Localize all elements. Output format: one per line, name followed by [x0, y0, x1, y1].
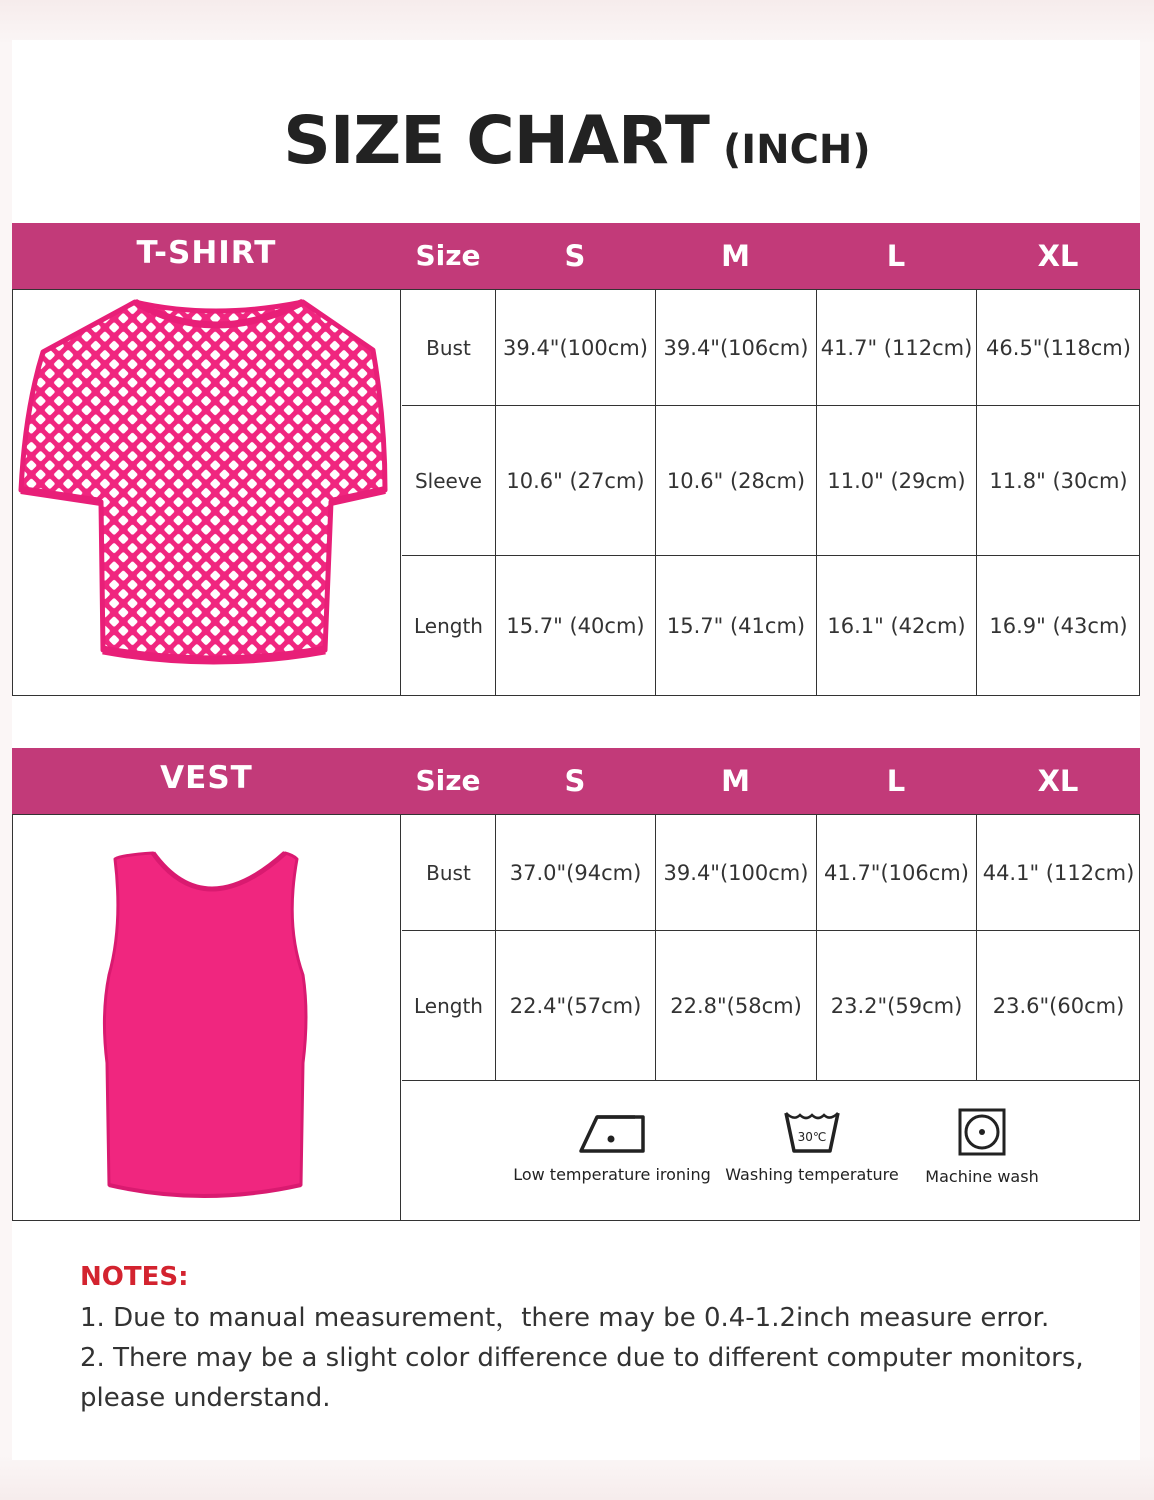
- table-cell: 10.6" (27cm): [496, 406, 656, 555]
- table-row: [402, 406, 1140, 556]
- care-washing-temperature: [722, 1109, 902, 1184]
- tshirt-image-cell: [13, 290, 401, 695]
- tshirt-section: [12, 223, 1140, 696]
- vest-header-row: [12, 748, 1140, 814]
- notes-heading: NOTES:: [80, 1262, 189, 1292]
- table-cell: 11.8" (30cm): [989, 468, 1128, 493]
- care-machine-wash-label: Machine wash: [925, 1167, 1039, 1186]
- wash-temp-text: 30℃: [797, 1130, 827, 1144]
- note-item: 1. Due to manual measurement，there may be 0.4-1.2inch measure error.: [80, 1303, 1050, 1333]
- table-row: [402, 815, 1140, 931]
- care-instructions: [402, 1081, 1140, 1220]
- tank-top-image: [13, 815, 401, 1220]
- iron-icon: [577, 1109, 647, 1155]
- care-ironing: [502, 1109, 722, 1184]
- table-cell: 11.0" (29cm): [817, 406, 977, 555]
- vest-product-name: VEST: [160, 760, 253, 796]
- table-cell: 23.2"(59cm): [817, 931, 977, 1080]
- table-cell: 46.5"(118cm): [986, 335, 1131, 360]
- table-cell: 41.7" (112cm): [817, 290, 977, 405]
- note-item: 2. There may be a slight color difference due to different computer monitors, please understand.: [80, 1343, 1084, 1413]
- size-xl-header: XL: [1037, 239, 1079, 273]
- table-cell: 16.9" (43cm): [989, 613, 1128, 638]
- table-row: [402, 556, 1140, 695]
- table-cell: 22.4"(57cm): [496, 931, 656, 1080]
- tshirt-header-row: [12, 223, 1140, 289]
- row-label: Length: [402, 931, 496, 1080]
- row-label: Bust: [402, 815, 496, 930]
- size-s-header: S: [564, 764, 586, 798]
- table-cell: 44.1" (112cm): [982, 860, 1135, 885]
- table-row: [402, 290, 1140, 406]
- table-cell: 16.1" (42cm): [817, 556, 977, 695]
- title-unit: (INCH): [722, 127, 871, 173]
- size-column-header: Size: [415, 764, 481, 797]
- size-s-header: S: [564, 239, 586, 273]
- care-ironing-label: Low temperature ironing: [513, 1165, 711, 1184]
- wash-tub-icon: [782, 1109, 842, 1155]
- vest-section: [12, 748, 1140, 1221]
- table-cell: 37.0"(94cm): [496, 815, 656, 930]
- row-label: Bust: [402, 290, 496, 405]
- table-row: [402, 931, 1140, 1081]
- size-column-header: Size: [415, 239, 481, 272]
- care-machine-wash: [902, 1107, 1062, 1186]
- table-cell: 39.4"(100cm): [496, 290, 656, 405]
- title-main: SIZE CHART: [283, 102, 709, 179]
- vest-image-cell: [13, 815, 401, 1220]
- size-m-header: M: [721, 239, 750, 273]
- tshirt-table: [12, 289, 1140, 696]
- table-cell: 10.6" (28cm): [656, 406, 817, 555]
- row-label: Sleeve: [402, 406, 496, 555]
- table-cell: 41.7"(106cm): [817, 815, 977, 930]
- row-label: Length: [402, 556, 496, 695]
- table-cell: 23.6"(60cm): [992, 993, 1125, 1018]
- care-washing-label: Washing temperature: [725, 1165, 899, 1184]
- table-cell: 15.7" (40cm): [496, 556, 656, 695]
- table-cell: 22.8"(58cm): [656, 931, 817, 1080]
- size-l-header: L: [886, 239, 906, 273]
- size-xl-header: XL: [1037, 764, 1079, 798]
- page-title: [0, 102, 1154, 179]
- table-cell: 39.4"(100cm): [656, 815, 817, 930]
- size-l-header: L: [886, 764, 906, 798]
- mesh-tshirt-image: [13, 290, 401, 695]
- table-cell: 15.7" (41cm): [656, 556, 817, 695]
- vest-table: [12, 814, 1140, 1221]
- table-cell: 39.4"(106cm): [656, 290, 817, 405]
- size-m-header: M: [721, 764, 750, 798]
- notes-section: [80, 1262, 1120, 1418]
- machine-wash-icon: [957, 1107, 1007, 1157]
- tshirt-product-name: T-SHIRT: [136, 235, 277, 271]
